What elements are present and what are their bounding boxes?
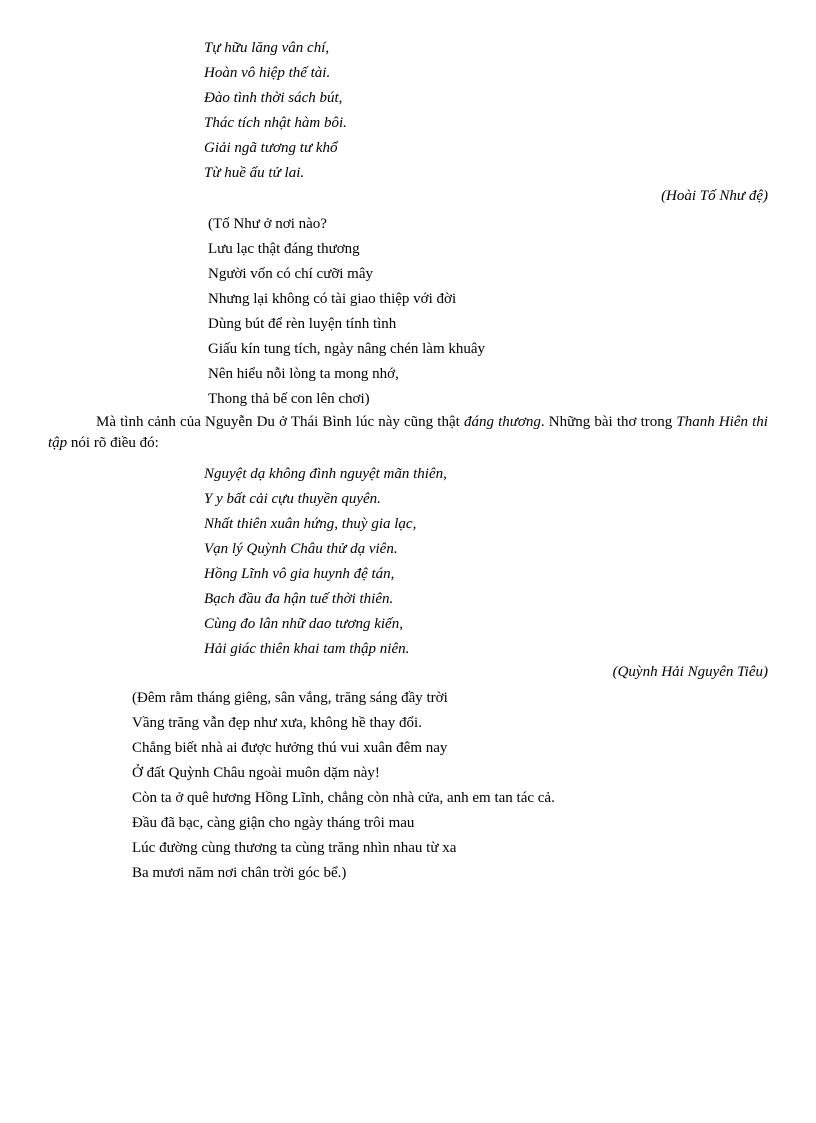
paragraph-text: . Những bài thơ trong: [540, 414, 677, 430]
poem-line: Thác tích nhật hàm bôi.: [204, 115, 347, 131]
book-title: Thanh Hiên thi tập: [48, 414, 768, 451]
poem-line: Y y bất cải cựu thuyền quyên.: [204, 491, 381, 507]
poem-line: Tự hữu lăng vân chí,: [204, 40, 330, 56]
poem-original-1: [204, 36, 347, 186]
poem-line: Vạn lý Quỳnh Châu thử dạ viên.: [204, 541, 398, 557]
poem-translation-1: [208, 212, 485, 412]
translation-line: Người vốn có chí cưỡi mây: [208, 266, 374, 282]
poem-line: Cùng đo lân nhữ dao tương kiến,: [204, 616, 403, 632]
translation-line: Lưu lạc thật đáng thương: [208, 241, 360, 257]
paragraph-text: Mà tình cảnh của Nguyễn Du ở Thái Bình lúc này cũng thật: [96, 414, 464, 430]
translation-line: Ba mươi năm nơi chân trời góc bể.): [132, 865, 347, 881]
poem-attribution-2: (Quỳnh Hải Nguyên Tiêu): [612, 664, 768, 680]
translation-line: Ở đất Quỳnh Châu ngoài muôn dặm này!: [132, 765, 380, 781]
poem-translation-2: [132, 686, 555, 886]
translation-line: Còn ta ở quê hương Hồng Lĩnh, chẳng còn nhà cửa, anh em tan tác cả.: [132, 790, 555, 806]
poem-attribution-1: (Hoài Tố Như đệ): [661, 188, 768, 204]
poem-line: Hoàn vô hiệp thế tài.: [204, 65, 331, 81]
translation-line: Giấu kín tung tích, ngày nâng chén làm khuây: [208, 341, 486, 357]
paragraph-text: nói rõ điều đó:: [67, 435, 159, 451]
poem-line: Hồng Lĩnh vô gia huynh đệ tán,: [204, 566, 395, 582]
translation-line: Nên hiểu nỗi lòng ta mong nhớ,: [208, 366, 399, 382]
poem-line: Giải ngã tương tư khổ: [204, 140, 338, 156]
translation-line: Thong thả bế con lên chơi): [208, 391, 370, 407]
translation-line: Đầu đã bạc, càng giận cho ngày tháng trôi mau: [132, 815, 415, 831]
poem-line: Nguyệt dạ không đình nguyệt mãn thiên,: [204, 466, 447, 482]
translation-line: Vầng trăng vẫn đẹp như xưa, không hề thay đổi.: [132, 715, 422, 731]
translation-line: Chẳng biết nhà ai được hưởng thú vui xuân đêm nay: [132, 740, 448, 756]
translation-line: (Tố Như ở nơi nào?: [208, 216, 327, 232]
poem-line: Nhất thiên xuân hứng, thuỳ gia lạc,: [204, 516, 417, 532]
poem-line: Bạch đầu đa hận tuế thời thiên.: [204, 591, 394, 607]
body-paragraph: [48, 412, 768, 454]
translation-line: Nhưng lại không có tài giao thiệp với đời: [208, 291, 457, 307]
poem-line: Đào tình thời sách bút,: [204, 90, 343, 106]
translation-line: Dùng bút để rèn luyện tính tình: [208, 316, 397, 332]
translation-line: (Đêm rằm tháng giêng, sân vắng, trăng sáng đầy trời: [132, 690, 448, 706]
translation-line: Lúc đường cùng thương ta cùng trăng nhìn nhau từ xa: [132, 840, 457, 856]
poem-line: Từ huề ấu tử lai.: [204, 165, 305, 181]
paragraph-emphasis: đáng thương: [463, 414, 541, 430]
poem-line: Hải giác thiên khai tam thập niên.: [204, 641, 410, 657]
poem-original-2: [204, 462, 447, 662]
